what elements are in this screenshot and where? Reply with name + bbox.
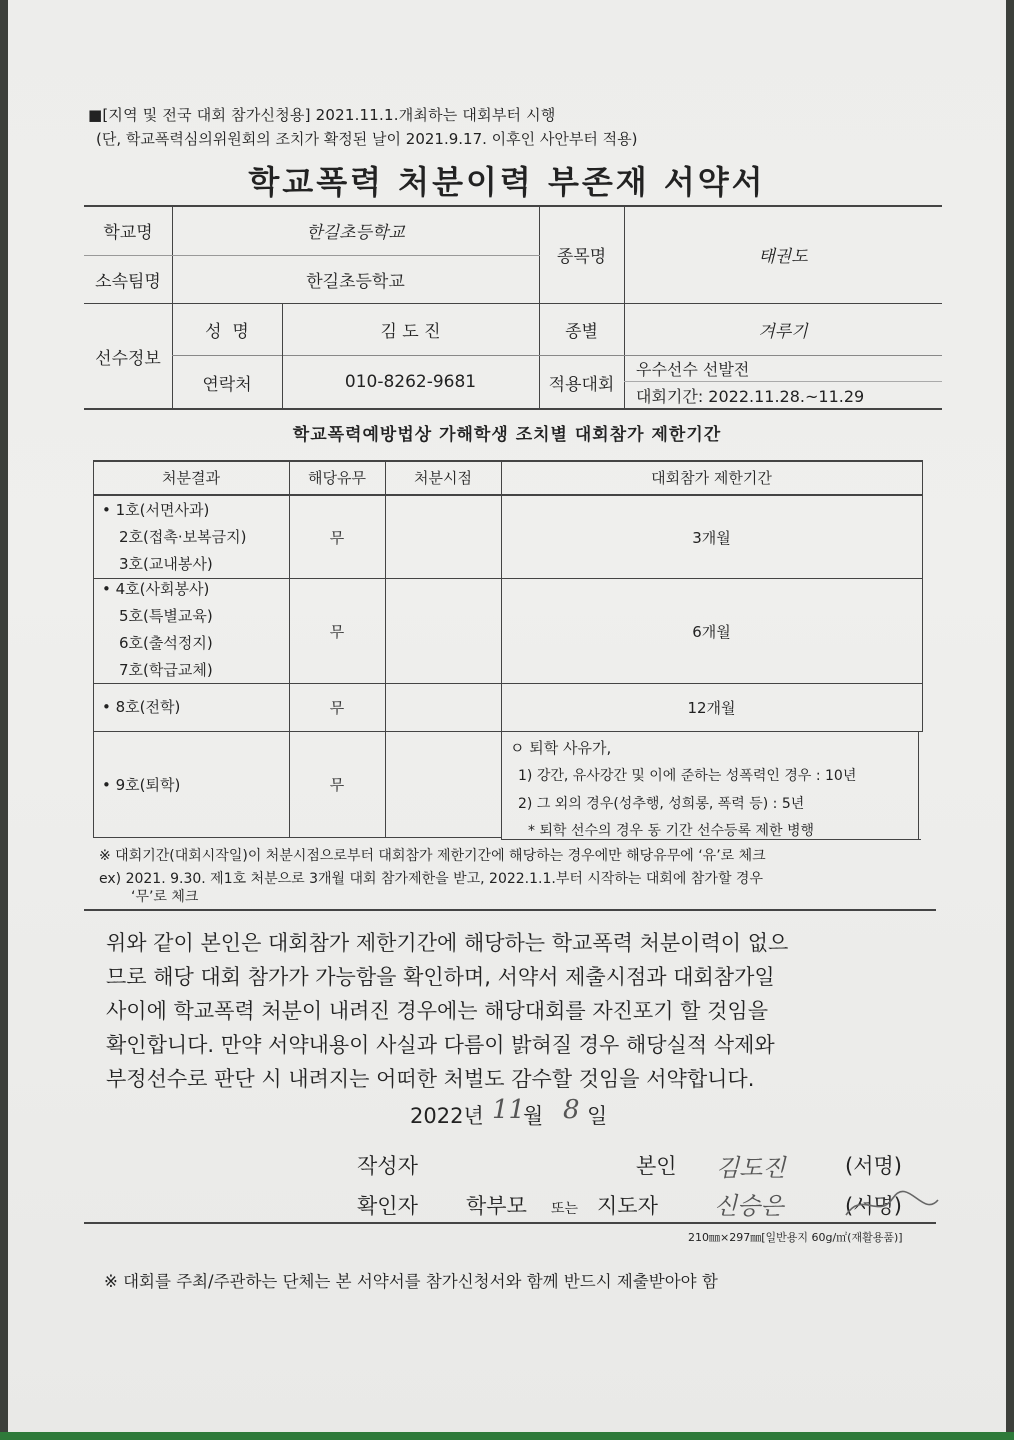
restriction-title: 학교폭력예방법상 가해학생 조치별 대회참가 제한기간 <box>292 425 722 445</box>
self-name-handwritten: 김도진 <box>716 1154 786 1182</box>
rt-row4-period-line2: 1) 강간, 유사강간 및 이에 준하는 성폭력인 경우 : 10년 <box>518 768 857 784</box>
name-label: 성 명 <box>205 322 249 342</box>
rt-row4-period-line4: * 퇴학 선수의 경우 동 기간 선수등록 제한 병행 <box>528 823 815 839</box>
date-month-label: 월 <box>523 1104 544 1128</box>
rt-row3-bottom <box>93 731 923 732</box>
category-value: 겨루기 <box>758 322 808 342</box>
competition-label: 적용대회 <box>548 374 615 395</box>
rt-row4-item1: • 9호(퇴학) <box>102 776 181 794</box>
player-info-label: 선수정보 <box>95 348 161 369</box>
school-value: 한길초등학교 <box>306 223 405 243</box>
rt-header-applicable: 해당유무 <box>308 469 366 487</box>
parent-label: 학부모 <box>466 1194 527 1218</box>
confirmer-label: 확인자 <box>357 1194 418 1218</box>
date-day-label: 일 <box>587 1104 608 1128</box>
rt-row2-item4: 7호(학급교체) <box>119 661 213 679</box>
background-edge <box>0 1432 1014 1440</box>
document-title: 학교폭력 처분이력 부존재 서약서 <box>248 163 766 201</box>
self-sign-label: (서명) <box>845 1154 902 1178</box>
rt-bottom-left <box>93 837 501 838</box>
event-label: 종목명 <box>556 247 607 267</box>
pledge-line-1: 위와 같이 본인은 대회참가 제한기간에 해당하는 학교폭력 처분이력이 없으 <box>106 931 789 955</box>
rt-row2-item2: 5호(특별교육) <box>119 607 213 625</box>
rt-header-period: 대회참가 제한기간 <box>651 469 772 487</box>
footer-notice: ※ 대회를 주최/주관하는 단체는 본 서약서를 참가신청서와 함께 반드시 제출받아야 함 <box>104 1272 718 1291</box>
coach-label: 지도자 <box>597 1194 658 1218</box>
rt-vline-4 <box>922 460 923 732</box>
pledge-line-4: 확인합니다. 만약 서약내용이 사실과 다름이 밝혀질 경우 해당실적 삭제와 <box>106 1033 775 1057</box>
rt-vline-2 <box>385 460 386 838</box>
competition-name: 우수선수 선발전 <box>636 360 750 379</box>
note-1: ※ 대회기간(대회시작일)이 처분시점으로부터 대회참가 제한기간에 해당하는 경우에만 해당유무에 ‘유’로 체크 <box>99 848 766 864</box>
date-day-handwritten: 8 <box>563 1095 580 1125</box>
rt-row2-item3: 6호(출석정지) <box>119 634 213 652</box>
note-3: ‘무’로 체크 <box>131 889 199 905</box>
rt-row2-applicable: 무 <box>329 622 345 641</box>
rt-row4-applicable: 무 <box>329 776 345 794</box>
writer-label: 작성자 <box>357 1154 418 1178</box>
self-label: 본인 <box>636 1154 677 1178</box>
header-line-1: ■[지역 및 전국 대회 참가신청용] 2021.11.1.개최하는 대회부터 시행 <box>88 106 556 124</box>
school-label: 학교명 <box>103 223 153 243</box>
header-line-2: (단, 학교폭력심의위원회의 조치가 확정된 날이 2021.9.17. 이후인 사안부터 적용) <box>96 130 638 148</box>
rt-row1-item3: 3호(교내봉사) <box>119 555 213 573</box>
team-label: 소속팀명 <box>95 271 161 292</box>
rt-vline-0 <box>93 460 94 838</box>
event-value: 태권도 <box>758 247 808 267</box>
rt-header-result: 처분결과 <box>162 469 220 487</box>
contact-label: 연락처 <box>202 374 252 395</box>
rt-header-date: 처분시점 <box>414 469 472 487</box>
category-label: 종별 <box>565 322 598 342</box>
rt-row1-item2: 2호(접촉·보복금지) <box>119 528 247 546</box>
rt-row2-item1: • 4호(사회봉사) <box>102 580 210 598</box>
coach-name-handwritten: 신승은 <box>714 1192 784 1220</box>
pledge-line-2: 므로 해당 대회 참가가 가능함을 확인하며, 서약서 제출시점과 대회참가일 <box>106 965 775 989</box>
pledge-line-3: 사이에 학교폭력 처분이 내려진 경우에는 해당대회를 자진포기 할 것임을 <box>106 999 768 1023</box>
name-value: 김 도 진 <box>380 322 441 342</box>
rt-row1-item1: • 1호(서면사과) <box>102 501 210 519</box>
info-bottom-border <box>84 408 942 410</box>
rt-row4-period-line3: 2) 그 외의 경우(성추행, 성희롱, 폭력 등) : 5년 <box>518 796 805 812</box>
contact-value: 010-8262-9681 <box>344 372 477 392</box>
signature-divider <box>84 1222 936 1224</box>
date-year: 2022년 <box>410 1104 484 1128</box>
team-value: 한길초등학교 <box>306 271 405 292</box>
competition-period: 대회기간: 2022.11.28.~11.29 <box>636 386 865 406</box>
paper-spec: 210㎜×297㎜[일반용지 60g/㎡(재활용품)] <box>688 1231 903 1244</box>
rt-row4-period-line1: ㅇ 퇴학 사유가, <box>510 739 612 757</box>
date-month-handwritten: 11 <box>492 1095 526 1125</box>
or-label: 또는 <box>551 1201 579 1217</box>
rt-row3-item1: • 8호(전학) <box>102 698 181 716</box>
rt-row3-applicable: 무 <box>329 699 345 717</box>
rt-row3-period: 12개월 <box>687 699 736 717</box>
rt-vline-4b <box>918 732 919 840</box>
pledge-line-5: 부정선수로 판단 시 내려지는 어떠한 처벌도 감수할 것임을 서약합니다. <box>106 1067 755 1091</box>
rt-row2-period: 6개월 <box>692 622 731 641</box>
rt-row1-period: 3개월 <box>692 528 731 547</box>
note-2: ex) 2021. 9.30. 제1호 처분으로 3개월 대회 참가제한을 받고, 2022.1.1.부터 시작하는 대회에 참가할 경우 <box>99 871 763 887</box>
rt-row1-applicable: 무 <box>329 528 345 547</box>
notes-divider <box>84 909 936 911</box>
coach-sign-label: (서명) <box>845 1194 902 1218</box>
